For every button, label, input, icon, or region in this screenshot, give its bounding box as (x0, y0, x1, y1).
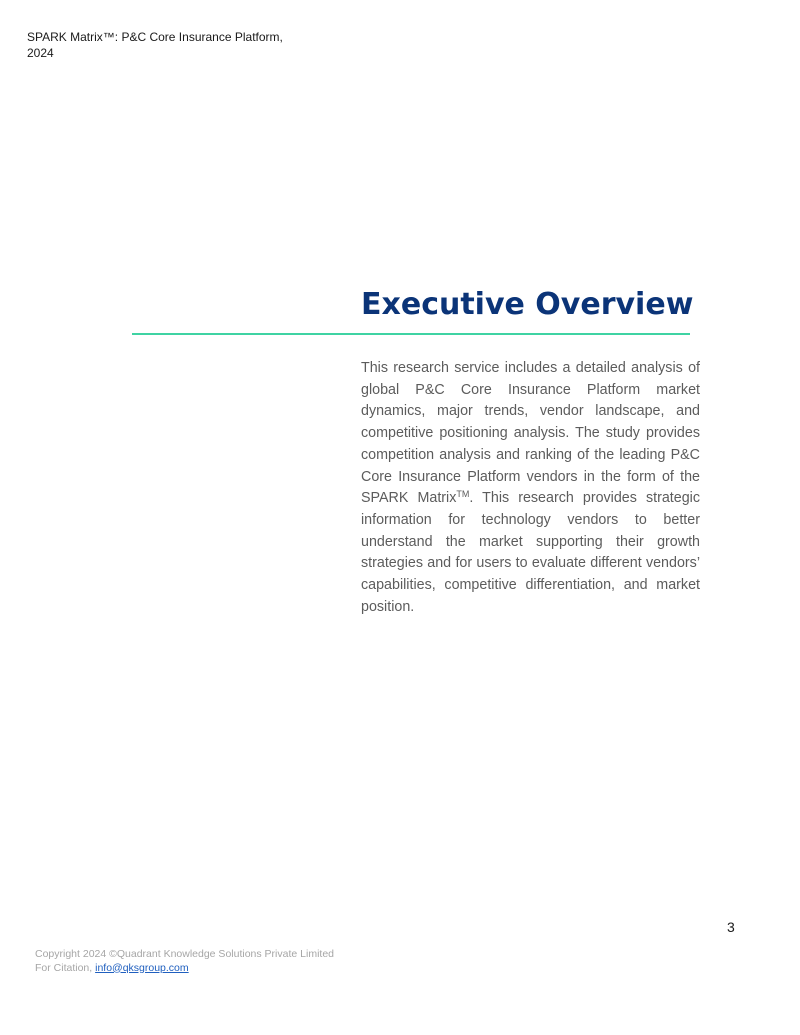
executive-overview-paragraph (361, 358, 700, 618)
page-number: 3 (727, 919, 735, 935)
citation-line (35, 962, 334, 976)
trademark-superscript: TM (456, 489, 470, 500)
citation-email-link[interactable]: info@qksgroup.com (95, 961, 189, 974)
copyright-text: Copyright 2024 ©Quadrant Knowledge Solutions Private Limited (35, 948, 334, 960)
citation-prefix: For Citation, (35, 961, 96, 974)
paragraph-text-part-1: This research service includes a detailed analysis of global P&C Core Insurance Platform market dynamics, major trends, vendor landscape, and competitive positioning analysis. The study provides competition analysis and ranking of the leading P&C Core Insurance Platform vendors in the form of the SPARK Matrix (361, 360, 700, 507)
paragraph-text-part-2: . This research provides strategic information for technology vendors to better understand the market supporting their growth strategies and for users to evaluate different vendors’ capabilities, competitive differentiation, and market position. (361, 490, 700, 615)
document-header-title: SPARK Matrix™: P&C Core Insurance Platform, 2024 (27, 30, 283, 60)
section-heading: Executive Overview (361, 287, 694, 322)
page-footer (35, 948, 334, 975)
heading-divider (132, 333, 690, 335)
